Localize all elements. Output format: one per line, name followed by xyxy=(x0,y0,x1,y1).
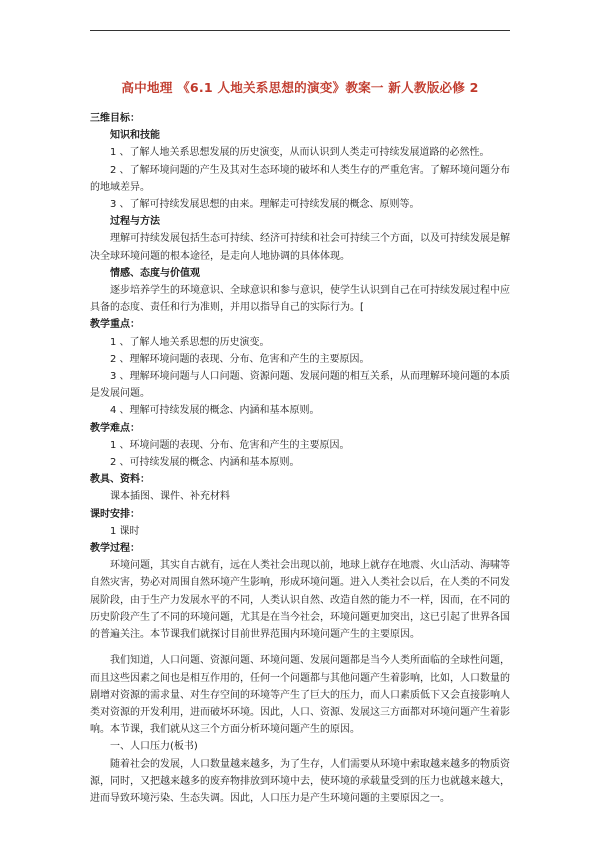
knowledge-item: 3 、了解可持续发展思想的由来。理解走可持续发展的概念、原则等。 xyxy=(110,199,420,211)
document-body xyxy=(90,110,510,807)
key-point-item: 2 、理解环境问题的表现、分布、危害和产生的主要原因。 xyxy=(110,353,370,365)
knowledge-heading: 知识和技能 xyxy=(110,130,160,142)
knowledge-item: 2 、了解环境问题的产生及其对生态环境的破坏和人类生存的严重危害。了解环境问题分布的地域差异。 xyxy=(90,164,510,193)
schedule-heading: 课时安排： xyxy=(90,508,140,520)
process-paragraph: 环境问题，其实自古就有，远在人类社会出现以前，地球上就存在地震、火山活动、海啸等自然灾害，势必对周围自然环境产生影响，形成环境问题。进入人类社会以后，在人类的不同发展阶段，由于生产力发展水平的不同，人类认识自然、改造自然的能力不一样，因而，在不同的历史阶段产生了不同的环境问题，尤其是在当今社会，环境问题更加突出，这已引起了世界各国的普遍关注。本节课我们就探讨目前世界范围内环境问题产生的主要原因。 xyxy=(90,560,510,641)
process-paragraph: 随着社会的发展，人口数量越来越多，为了生存，人们需要从环境中索取越来越多的物质资源，同时，又把越来越多的废弃物排放到环境中去，使环境的承载量受到的压力也就越来越大，进而导致环境污染、生态失调。因此，人口压力是产生环境问题的主要原因之一。 xyxy=(90,758,510,804)
knowledge-item: 1 、了解人地关系思想发展的历史演变，从而认识到人类走可持续发展道路的必然性。 xyxy=(110,147,490,159)
key-point-item: 1 、了解人地关系思想的历史演变。 xyxy=(110,336,270,348)
header-rule xyxy=(90,30,510,31)
teaching-process-heading: 教学过程： xyxy=(90,543,140,555)
process-paragraph: 我们知道，人口问题、资源问题、环境问题、发展问题都是当今人类所面临的全球性问题，而且这些因素之间也是相互作用的，任何一个问题都与其他问题产生着影响，比如，人口数量的剧增对资源的需求量、对生存空间的环境等产生了巨大的压力，而人口素质低下又会直接影响人类对资源的开发利用，进而破坏环境。因此，人口、资源、发展这三方面都对环境问题产生着影响。本节课，我们就从这三个方面分析环境问题产生的原因。 xyxy=(90,655,510,736)
key-point-item: 3 、理解环境问题与人口问题、资源问题、发展问题的相互关系，从而理解环境问题的本质是发展问题。 xyxy=(90,371,510,400)
difficulty-item: 1 、环境问题的表现、分布、危害和产生的主要原因。 xyxy=(110,439,350,451)
emotion-heading: 情感、态度与价值观 xyxy=(110,267,200,279)
schedule-text: 1 课时 xyxy=(110,525,140,537)
difficulties-heading: 教学难点： xyxy=(90,422,140,434)
key-point-item: 4 、理解可持续发展的概念、内涵和基本原则。 xyxy=(110,405,320,417)
objectives-heading: 三维目标： xyxy=(90,113,140,124)
difficulty-item: 2 、可持续发展的概念、内涵和基本原则。 xyxy=(110,457,300,469)
section-subheading: 一、人口压力(板书) xyxy=(110,741,198,753)
document-title: 高中地理 《6.1 人地关系思想的演变》教案一 新人教版必修 2 xyxy=(121,80,479,95)
materials-text: 课本插图、课件、补充材料 xyxy=(110,491,230,503)
emotion-text: 逐步培养学生的环境意识、全球意识和参与意识，使学生认识到自己在可持续发展过程中应具备的态度、责任和行为准则，并用以指导自己的实际行为。[ xyxy=(90,285,510,314)
process-method-heading: 过程与方法 xyxy=(110,216,160,228)
process-method-text: 理解可持续发展包括生态可持续、经济可持续和社会可持续三个方面，以及可持续发展是解决全球环境问题的根本途径，是走向人地协调的具体体现。 xyxy=(90,233,510,262)
materials-heading: 教具、资料： xyxy=(90,474,150,486)
key-points-heading: 教学重点： xyxy=(90,319,140,331)
